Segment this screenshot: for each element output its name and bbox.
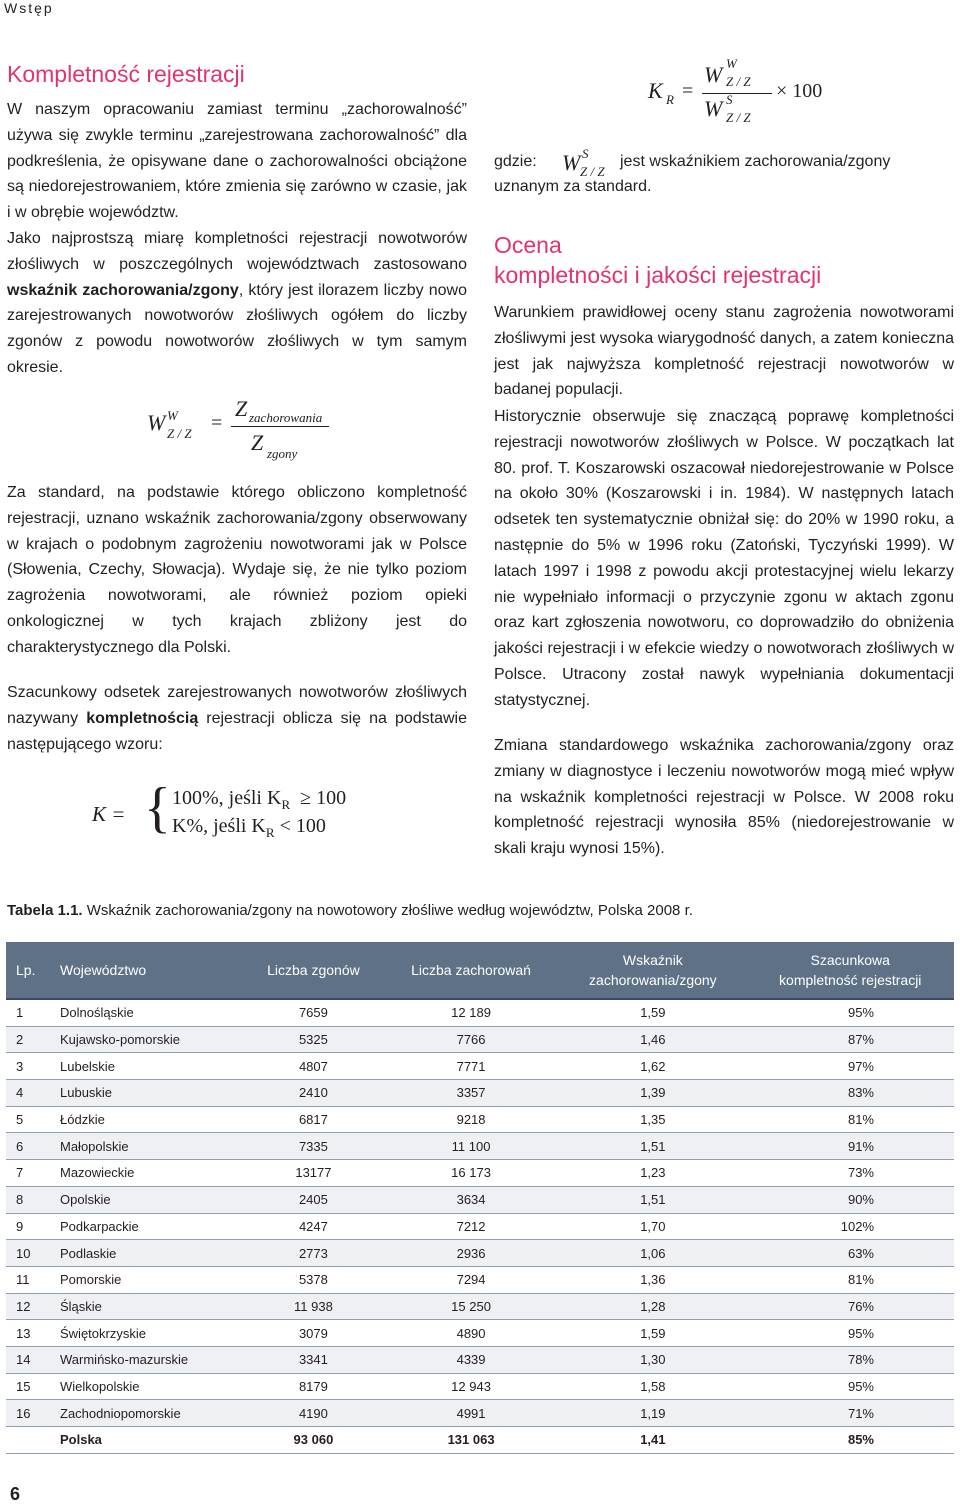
formula3-num-sup (726, 56, 737, 72)
cell-voivodeship: Łódzkie (56, 1106, 244, 1133)
cell-completeness: 85% (746, 1427, 954, 1454)
completeness-term: kompletnością (86, 709, 199, 727)
formula3-num-sub (726, 74, 751, 90)
cell-deaths: 5325 (244, 1026, 383, 1053)
cell-deaths: 4247 (244, 1213, 383, 1240)
paragraph-change: Zmiana standardowego wskaźnika zachorowania/zgony oraz zmiany w diagnostyce i leczeniu nowotworów mogą mieć wpływ na wskaźnik kompletności rejestracji w Polsce. W 2008 roku kompletność rejestracji wynosiła 85% (niedorejestrowanie w skali kraju wynosi 15%). (494, 737, 954, 858)
cell-lp: 13 (6, 1320, 56, 1347)
formula3-den-sub (726, 110, 751, 126)
cell-voivodeship: Podlaskie (56, 1240, 244, 1267)
cell-voivodeship: Podkarpackie (56, 1213, 244, 1240)
table-row (6, 1293, 954, 1320)
cell-lp: 7 (6, 1160, 56, 1187)
table-row (6, 1346, 954, 1373)
formula2-lhs-text: K = (92, 802, 126, 826)
formula3-den-w (704, 96, 722, 122)
cell-voivodeship: Kujawsko-pomorskie (56, 1026, 244, 1053)
formula2-line2-text: K%, jeśli K (172, 815, 266, 837)
cell-completeness: 71% (746, 1400, 954, 1427)
gdzie-w (562, 150, 580, 176)
formula-indicator (147, 398, 347, 468)
table-row (6, 999, 954, 1026)
formula2-line2-sub: R (265, 825, 275, 840)
paragraph-intro: W naszym opracowaniu zamiast terminu „zachorowalność” używa się zwykle terminu „zarejestrowana zachorowalność” dla podkreślenia, że opisywane dane o zachorowalności obciążone są niedorejestrowaniem, które zmienia się zarówno w czasie, jak i w obrębie województw. (7, 101, 467, 222)
cell-lp: 1 (6, 999, 56, 1026)
cell-voivodeship: Małopolskie (56, 1133, 244, 1160)
table-caption-text: Wskaźnik zachorowania/zgony na nowotowory złośliwe według województw, Polska 2008 r. (82, 902, 693, 919)
formula2-lhs (92, 802, 125, 827)
formula1-den (251, 430, 263, 456)
formula3-den-sup (726, 92, 733, 108)
formula1-w-sub-text: Z / Z (167, 426, 192, 441)
paragraph-estimate-text-b: rejestracji oblicza się na podstawie następującego wzoru: (7, 709, 468, 753)
gdzie-w-symbol: W (562, 150, 581, 175)
cell-indicator: 1,39 (559, 1080, 746, 1107)
cell-deaths: 2405 (244, 1186, 383, 1213)
cell-lp: 15 (6, 1373, 56, 1400)
cell-completeness: 81% (746, 1266, 954, 1293)
cell-indicator: 1,51 (559, 1133, 746, 1160)
formula1-w-sup-text: W (167, 408, 178, 423)
gdzie-text: jest wskaźnikiem zachorowania/zgony (620, 153, 891, 170)
data-table (6, 942, 954, 1454)
cell-indicator: 1,30 (559, 1346, 746, 1373)
cell-cases: 12 189 (383, 999, 559, 1026)
page-number: 6 (10, 1484, 21, 1504)
formula2-line1-rel: ≥ 100 (300, 787, 347, 809)
formula3-den-sub-text: Z / Z (726, 110, 751, 125)
formula3-times: × 100 (776, 80, 823, 102)
formula1-den-symbol: Z (251, 430, 264, 455)
cell-indicator: 1,70 (559, 1213, 746, 1240)
header-cases: Liczba zachorowań (383, 942, 559, 999)
section-heading-evaluation-line1: Ocena (494, 232, 562, 258)
cell-cases: 11 100 (383, 1133, 559, 1160)
cell-indicator: 1,23 (559, 1160, 746, 1187)
cell-deaths: 93 060 (244, 1427, 383, 1454)
cell-completeness: 76% (746, 1293, 954, 1320)
cell-lp: 11 (6, 1266, 56, 1293)
cell-voivodeship: Dolnośląskie (56, 999, 244, 1026)
table-row (6, 1320, 954, 1347)
cell-completeness: 81% (746, 1106, 954, 1133)
table-row (6, 1240, 954, 1267)
cell-cases: 4991 (383, 1400, 559, 1427)
paragraph-estimate-text-a: Szacunkowy odsetek zarejestrowanych nowotworów złośliwych nazywany (7, 684, 467, 727)
table-row (6, 1400, 954, 1427)
cell-voivodeship: Mazowieckie (56, 1160, 244, 1187)
cell-completeness: 95% (746, 999, 954, 1026)
cell-deaths: 4807 (244, 1053, 383, 1080)
cell-indicator: 1,41 (559, 1427, 746, 1454)
table-row (6, 1160, 954, 1187)
table-row (6, 1106, 954, 1133)
running-head: Wstęp (4, 0, 54, 16)
table-body (6, 999, 954, 1453)
cell-completeness: 102% (746, 1213, 954, 1240)
cell-cases: 3634 (383, 1186, 559, 1213)
cell-indicator: 1,51 (559, 1186, 746, 1213)
cell-voivodeship: Zachodniopomorskie (56, 1400, 244, 1427)
cell-cases: 3357 (383, 1080, 559, 1107)
cell-deaths: 2410 (244, 1080, 383, 1107)
cell-voivodeship: Opolskie (56, 1186, 244, 1213)
formula2-line1-sub: R (281, 797, 291, 812)
cell-lp: 16 (6, 1400, 56, 1427)
table-row (6, 1186, 954, 1213)
formula1-num-sub (249, 410, 322, 426)
formula1-num (235, 396, 247, 422)
formula1-den-sub (267, 446, 297, 462)
formula3-den-sup-text: S (726, 92, 733, 107)
cell-cases: 2936 (383, 1240, 559, 1267)
cell-deaths: 8179 (244, 1373, 383, 1400)
cell-completeness: 97% (746, 1053, 954, 1080)
cell-cases: 15 250 (383, 1293, 559, 1320)
cell-voivodeship: Lubuskie (56, 1080, 244, 1107)
cell-indicator: 1,59 (559, 999, 746, 1026)
formula3-num-w (704, 62, 722, 88)
formula2-line1 (172, 787, 346, 810)
cell-indicator: 1,06 (559, 1240, 746, 1267)
section-heading-completeness: Kompletność rejestracji (7, 61, 245, 87)
cell-voivodeship: Warmińsko-mazurskie (56, 1346, 244, 1373)
cell-indicator: 1,59 (559, 1320, 746, 1347)
paragraph-indicator-text-b: , który jest ilorazem liczby nowo zarejestrowanych nowotworów złośliwych ogółem do liczby zgonów z powodu nowotworów złośliwych w tym samym okresie. (7, 281, 468, 376)
paragraph-standard: Za standard, na podstawie którego obliczono kompletność rejestracji, uznano wskaźnik zachorowania/zgony obserwowany w krajach o podobnym zagrożeniu nowotworami jak w Polsce (Słowenia, Czechy, Słowacja). Wydaje się, że nie tylko poziom zagrożenia nowotworami, ale również poziom opieki onkologicznej w tych krajach zbliżony jest do charakterystycznego dla Polski. (7, 484, 467, 656)
formula2-line2 (172, 815, 326, 838)
table-caption-label: Tabela 1.1. (7, 902, 83, 919)
cell-indicator: 1,62 (559, 1053, 746, 1080)
cell-deaths: 2773 (244, 1240, 383, 1267)
cell-cases: 4339 (383, 1346, 559, 1373)
formula1-w-sup (167, 408, 178, 424)
cell-completeness: 78% (746, 1346, 954, 1373)
section-heading-evaluation-line2: kompletności i jakości rejestracji (494, 262, 822, 288)
cell-lp (6, 1427, 56, 1454)
cell-completeness: 83% (746, 1080, 954, 1107)
cell-completeness: 63% (746, 1240, 954, 1267)
cell-completeness: 95% (746, 1320, 954, 1347)
formula3-num-w-symbol: W (704, 62, 723, 87)
table-row (6, 1266, 954, 1293)
table-row (6, 1373, 954, 1400)
formula3-k-sub-text: R (666, 92, 674, 107)
cell-deaths: 13177 (244, 1160, 383, 1187)
cell-cases: 7212 (383, 1213, 559, 1240)
section-heading-evaluation (494, 230, 954, 290)
cell-deaths: 3079 (244, 1320, 383, 1347)
cell-completeness: 95% (746, 1373, 954, 1400)
cell-lp: 9 (6, 1213, 56, 1240)
indicator-term: wskaźnik zachorowania/zgony (7, 281, 239, 299)
table-header-row (6, 942, 954, 999)
paragraph-indicator-text-a: Jako najprostszą miarę kompletności rejestracji nowotworów złośliwych w poszczególnych województwach zastosowano (7, 230, 467, 273)
cell-indicator: 1,28 (559, 1293, 746, 1320)
cell-cases: 131 063 (383, 1427, 559, 1454)
cell-cases: 4890 (383, 1320, 559, 1347)
header-deaths: Liczba zgonów (244, 942, 383, 999)
formula1-num-symbol: Z (235, 396, 248, 421)
cell-voivodeship: Wielkopolskie (56, 1373, 244, 1400)
formula1-w-symbol: W (147, 410, 166, 435)
cell-voivodeship: Polska (56, 1427, 244, 1454)
cell-lp: 6 (6, 1133, 56, 1160)
formula-kr (648, 56, 888, 130)
cell-deaths: 7659 (244, 999, 383, 1026)
cell-indicator: 1,35 (559, 1106, 746, 1133)
table-row-total (6, 1427, 954, 1454)
cell-lp: 3 (6, 1053, 56, 1080)
formula-completeness (92, 777, 392, 852)
formula2-brace: { (144, 777, 171, 839)
header-completeness: Szacunkowa kompletność rejestracji (746, 942, 954, 999)
table-row (6, 1080, 954, 1107)
paragraph-validity: Warunkiem prawidłowej oceny stanu zagrożenia nowotworami złośliwymi jest wysoka wiarygodność danych, a zatem konieczna jest jak najwyższa kompletność rejestracji nowotworów w badanej populacji. (494, 304, 954, 399)
cell-voivodeship: Lubelskie (56, 1053, 244, 1080)
cell-deaths: 7335 (244, 1133, 383, 1160)
table-row (6, 1053, 954, 1080)
cell-completeness: 73% (746, 1160, 954, 1187)
formula3-den-w-symbol: W (704, 96, 723, 121)
gdzie-text-2: uznanym za standard. (494, 178, 652, 195)
formula1-den-sub-text: zgony (267, 446, 298, 461)
gdzie-block (494, 146, 954, 200)
table-row (6, 1213, 954, 1240)
cell-deaths: 6817 (244, 1106, 383, 1133)
header-indicator: Wskaźnik zachorowania/zgony (559, 942, 746, 999)
cell-cases: 9218 (383, 1106, 559, 1133)
formula1-eq: = (211, 412, 223, 434)
formula1-fraction-bar (231, 426, 329, 427)
cell-cases: 7771 (383, 1053, 559, 1080)
formula1-w-sub (167, 426, 192, 442)
cell-completeness: 87% (746, 1026, 954, 1053)
formula1-num-sub-text: zachorowania (249, 410, 323, 425)
formula3-num-sub-text: Z / Z (726, 74, 751, 89)
cell-voivodeship: Śląskie (56, 1293, 244, 1320)
paragraph-estimate (7, 680, 467, 757)
formula2-line1-text: 100%, jeśli K (172, 787, 282, 809)
cell-cases: 7766 (383, 1026, 559, 1053)
formula3-k-symbol: K (648, 78, 663, 103)
table-row (6, 1026, 954, 1053)
cell-completeness: 90% (746, 1186, 954, 1213)
cell-deaths: 3341 (244, 1346, 383, 1373)
cell-cases: 12 943 (383, 1373, 559, 1400)
formula2-line2-rel: < 100 (279, 815, 326, 837)
header-lp: Lp. (6, 942, 56, 999)
cell-lp: 10 (6, 1240, 56, 1267)
gdzie-label: gdzie: (494, 153, 537, 170)
gdzie-w-sup-text: S (582, 146, 589, 161)
cell-voivodeship: Świętokrzyskie (56, 1320, 244, 1347)
formula3-k (648, 78, 663, 104)
cell-lp: 2 (6, 1026, 56, 1053)
cell-indicator: 1,19 (559, 1400, 746, 1427)
cell-lp: 12 (6, 1293, 56, 1320)
cell-voivodeship: Pomorskie (56, 1266, 244, 1293)
cell-cases: 7294 (383, 1266, 559, 1293)
cell-indicator: 1,46 (559, 1026, 746, 1053)
cell-lp: 4 (6, 1080, 56, 1107)
paragraph-indicator (7, 226, 467, 381)
cell-lp: 5 (6, 1106, 56, 1133)
cell-cases: 16 173 (383, 1160, 559, 1187)
gdzie-w-sup (582, 146, 589, 162)
gdzie-w-sub-text: Z / Z (580, 164, 605, 179)
formula3-fraction-bar (702, 93, 772, 94)
formula3-k-sub (666, 92, 674, 108)
cell-completeness: 91% (746, 1133, 954, 1160)
cell-deaths: 5378 (244, 1266, 383, 1293)
cell-deaths: 4190 (244, 1400, 383, 1427)
cell-lp: 8 (6, 1186, 56, 1213)
formula3-num-sup-text: W (726, 56, 737, 71)
header-voivodeship: Województwo (56, 942, 244, 999)
cell-deaths: 11 938 (244, 1293, 383, 1320)
cell-indicator: 1,58 (559, 1373, 746, 1400)
paragraph-history: Historycznie obserwuje się znaczącą poprawę kompletności rejestracji nowotworów złośliwych w Polsce. W początkach lat 80. prof. T. Koszarowski oszacował niedorejestrowanie w Polsce na około 30% (Koszarowski i in. 1984). W następnych latach odsetek ten systematycznie obniżał się: do 20% w 1990 roku, a następnie do 5% w 1996 roku (Zatoński, Tyczyński 1999). W latach 1997 i 1998 z powodu akcji protestacyjnej wielu lekarzy nie wypełniało informacji o przyczynie zgonu w aktach zgonu oraz kart zgłoszenia nowotworu, co doprowadziło do obniżenia jakości rejestracji i w efekcie wiedzy o nowotworach złośliwych w Polsce. Utracony został nawyk wypełniania dokumentacji statystycznej. (494, 408, 954, 709)
formula3-eq: = (682, 80, 694, 102)
cell-lp: 14 (6, 1346, 56, 1373)
cell-indicator: 1,36 (559, 1266, 746, 1293)
table-caption (7, 902, 693, 919)
table-row (6, 1133, 954, 1160)
formula1-w (147, 410, 165, 436)
